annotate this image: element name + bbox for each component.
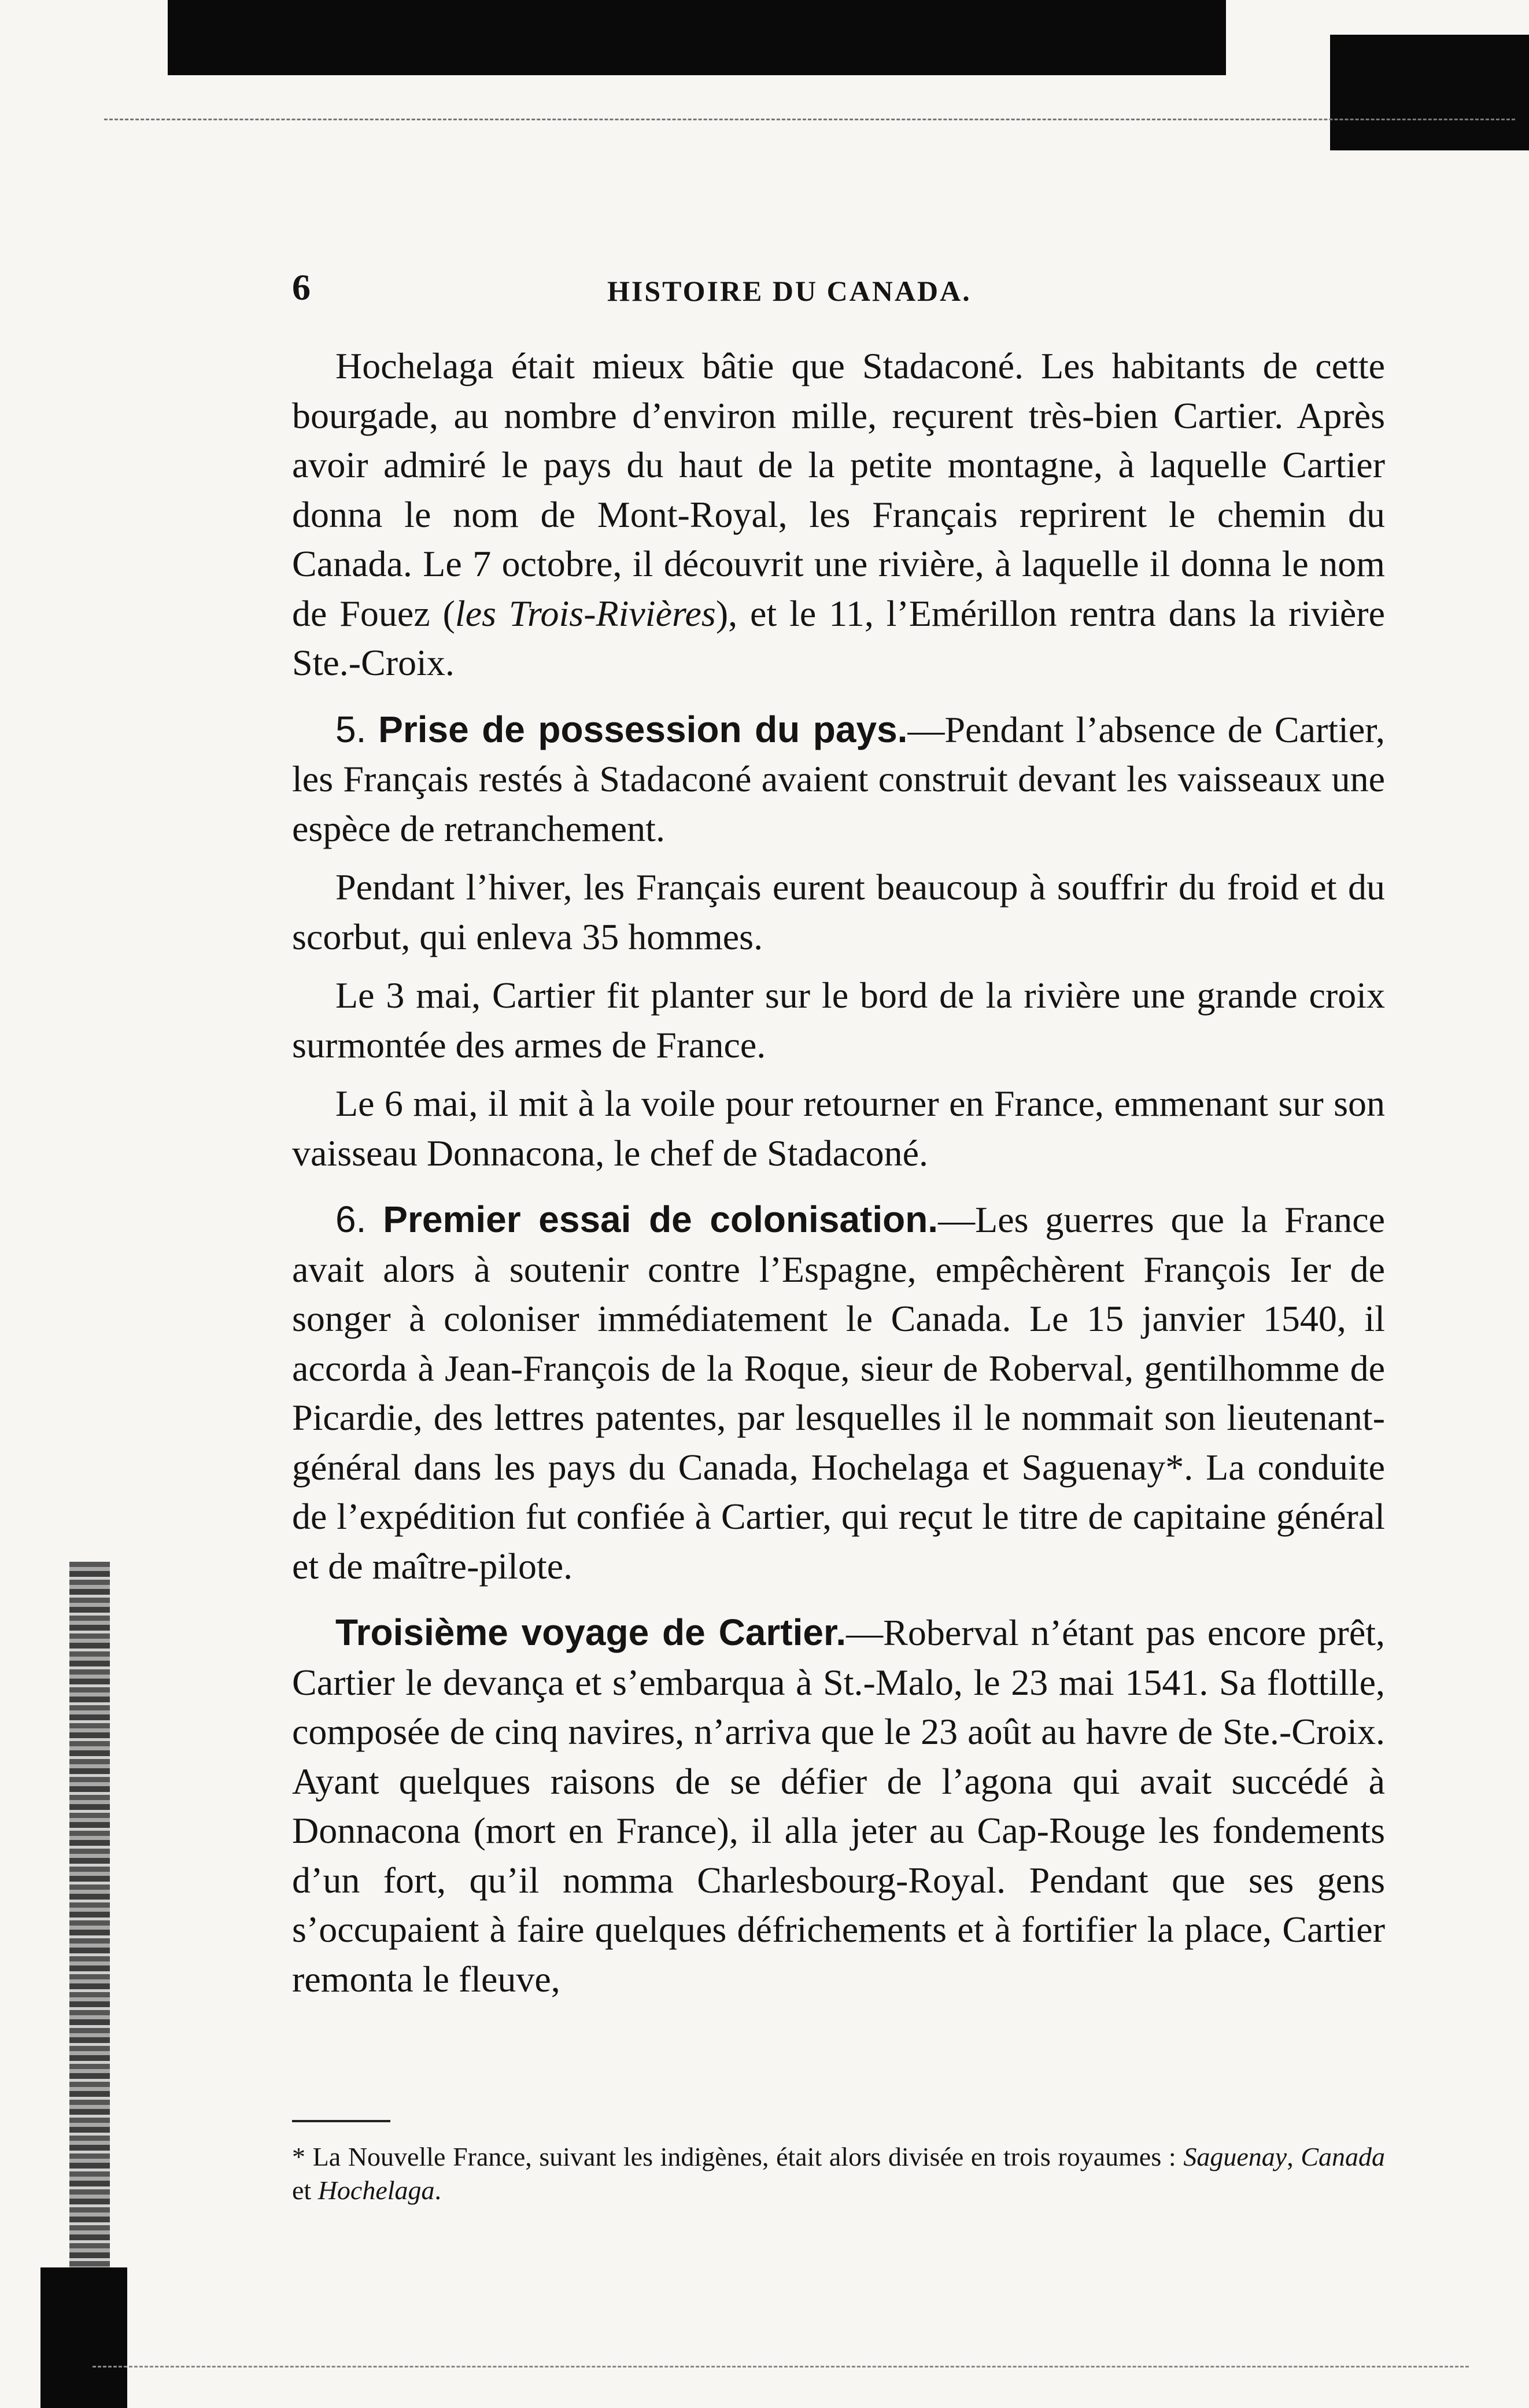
section-6-number: 6.: [335, 1199, 367, 1240]
section-5-number: 5.: [335, 708, 367, 750]
scan-dark-corner: [40, 2267, 127, 2408]
paragraph-croix: Le 3 mai, Cartier fit planter sur le bord de la rivière une grande croix surmontée des armes de France.: [292, 975, 1385, 1065]
page-number: 6: [292, 267, 311, 308]
page-header: [278, 266, 1434, 330]
section-6-paragraph: 6. Premier essai de colonisation.—Les guerres que la France avait alors à soutenir contre l’Espagne, empêchèrent François Ier de songer à coloniser immédiatement le Canada. Le 15 janvier 1540, il accorda à Jean-François de la Roque, sieur de Roberval, gentilhomme de Picardie, des lettres patentes, par lesquelles il le nommait son lieutenant-général dans les pays du Canada, Hochelaga et Saguenay*. La conduite de l’expédition fut confiée à Cartier, qui reçut le titre de capitaine général et de maître-pilote.: [292, 1199, 1386, 1587]
footnote-text: La Nouvelle France, suivant les indigènes, était alors divisée en trois royaumes :: [312, 2142, 1176, 2171]
footnote: * La Nouvelle France, suivant les indigènes, était alors divisée en trois royaumes : Saguenay, Canada et Hochelaga.: [292, 2142, 1386, 2205]
scan-dark-band-right: [1330, 35, 1529, 150]
footnote-marker: *: [292, 2142, 305, 2171]
scan-dark-band-left: [168, 0, 1226, 75]
scan-binding-strip: [69, 1562, 110, 2273]
paragraph-depart: Le 6 mai, il mit à la voile pour retourner en France, emmenant sur son vaisseau Donnacona, le chef de Stadaconé.: [292, 1083, 1385, 1174]
paragraph-hochelaga: Hochelaga était mieux bâtie que Stadaconé. Les habitants de cette bourgade, au nombre d’environ mille, reçurent très-bien Cartier. Après avoir admiré le pays du haut de la petite montagne, à laquelle Cartier donna le nom de Mont-Royal, les Français reprirent le chemin du Canada. Le 7 octobre, il découvrit une rivière, à laquelle il donna le nom de Fouez (les Trois-Rivières), et le 11, l’Emérillon rentra dans la rivière Ste.-Croix.: [292, 345, 1386, 683]
running-title: HISTOIRE DU CANADA.: [607, 275, 972, 307]
scan-artifact-line-bottom: [93, 2366, 1469, 2368]
footnote-rule: [292, 2120, 390, 2122]
paragraph-winter: Pendant l’hiver, les Français eurent beaucoup à souffrir du froid et du scorbut, qui enleva 35 hommes.: [292, 866, 1385, 957]
scan-artifact-line-top: [104, 119, 1515, 120]
section-6-title: Premier essai de colonisation.: [383, 1199, 939, 1240]
section-troisieme-voyage-title: Troisième voyage de Cartier.: [335, 1612, 847, 1653]
section-troisieme-voyage-paragraph: Troisième voyage de Cartier.—Roberval n’étant pas encore prêt, Cartier le devança et s’embarqua à St.-Malo, le 23 mai 1541. Sa flottille, composée de cinq navires, n’arriva que le 23 août au havre de Ste.-Croix. Ayant quelques raisons de se défier de l’agona qui avait succédé à Donnacona (mort en France), il alla jeter au Cap-Rouge les fondements d’un fort, qu’il nomma Charlesbourg-Royal. Pendant que ses gens s’occupaient à faire quelques défrichements et à fortifier la place, Cartier remonta le fleuve,: [292, 1612, 1386, 2000]
section-5-title: Prise de possession du pays.: [378, 708, 908, 750]
section-5-paragraph: 5. Prise de possession du pays.—Pendant l’absence de Cartier, les Français restés à Stadaconé avaient construit devant les vaisseaux une espèce de retranchement.: [292, 708, 1386, 849]
page-body: [292, 341, 1385, 2004]
